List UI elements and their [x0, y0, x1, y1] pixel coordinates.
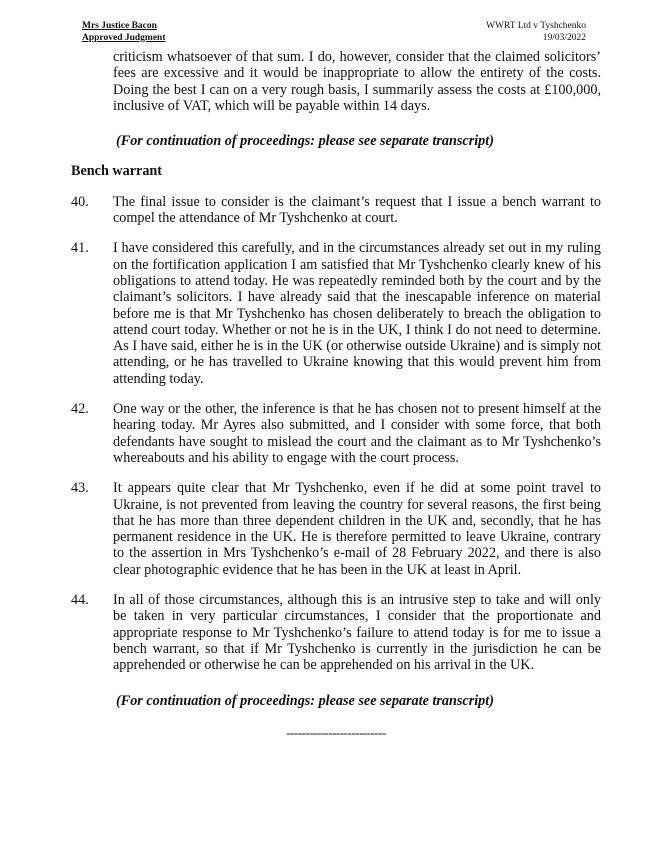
end-separator: -------------------------- — [286, 724, 386, 740]
paragraph-number: 41. — [71, 240, 89, 257]
continuation-paragraph: criticism whatsoever of that sum. I do, however, consider that the claimed solicitors’ fees are excessive and it would be inappropriate to allow the entirety of the costs. Doing the best I can on a very rough basis, I summarily assess the costs at £100,000, inclusive of VAT, which will be payable within 14 days. — [113, 49, 601, 114]
paragraph-text: In all of those circumstances, although this is an intrusive step to take and will only be taken in very particular circumstances, I consider that the proportionate and appropriate response to Mr Tyshchenko’s failure to attend today is for me to issue a bench warrant, so that if Mr Tyshchenko is currently in the jurisdiction he can be apprehended or otherwise he can be apprehended on his arrival in the UK. — [113, 592, 601, 674]
paragraph-number: 42. — [71, 401, 89, 418]
page-header-right — [486, 20, 586, 44]
paragraph-44 — [71, 592, 601, 673]
section-heading: Bench warrant — [71, 163, 163, 180]
paragraph-text: One way or the other, the inference is that he has chosen not to present himself at the hearing today. Mr Ayres also submitted, and I consider with some force, that both defendants have sought to mislead the court and the claimant as to Mr Tyshchenko’s whereabouts and his ability to engage with the court process. — [113, 401, 601, 466]
paragraph-number: 40. — [71, 193, 89, 210]
judgment-status: Approved Judgment — [82, 33, 166, 43]
paragraph-text: The final issue to consider is the claimant’s request that I issue a bench warrant to compel the attendance of Mr Tyshchenko at court. — [113, 193, 601, 227]
paragraph-text: I have considered this carefully, and in the circumstances already set out in my ruling on the fortification application I am satisfied that Mr Tyshchenko clearly knew of his obligations to attend today. He was repeatedly reminded both by the court and by the claimant’s solicitors. I have already said that the inescapable inference on material before me is that Mr Tyshchenko has chosen deliberately to breach the obligation to attend court today. Whether or not he is in the UK, I think I do not need to determine. As I have said, either he is in the UK (or otherwise outside Ukraine) and is simply not attending, or he has travelled to Ukraine knowing that this would prevent him from attending today. — [113, 240, 601, 387]
paragraph-text: It appears quite clear that Mr Tyshchenko, even if he did at some point travel to Ukraine, is not prevented from leaving the country for several reasons, the first being that he has more than three dependent children in the UK and, secondly, that he has permanent residence in the UK. He is therefore permitted to leave Ukraine, contrary to the assertion in Mrs Tyshchenko’s e-mail of 28 February 2022, and there is also clear photographic evidence that he has been in the UK at least in April. — [113, 480, 601, 578]
paragraph-43 — [71, 480, 601, 578]
paragraph-41 — [71, 240, 601, 387]
paragraph-number: 44. — [71, 592, 89, 609]
case-name: WWRT Ltd v Tyshchenko — [486, 21, 586, 31]
page-header-left — [82, 20, 166, 44]
judgment-date: 19/03/2022 — [542, 33, 586, 43]
paragraph-number: 43. — [71, 480, 89, 497]
proceedings-note: (For continuation of proceedings: please see separate transcript) — [116, 133, 494, 150]
paragraph-42 — [71, 401, 601, 466]
judge-name: Mrs Justice Bacon — [82, 21, 157, 31]
judgment-body — [71, 49, 601, 741]
proceedings-note: (For continuation of proceedings: please see separate transcript) — [116, 692, 494, 709]
paragraph-40 — [71, 194, 601, 227]
